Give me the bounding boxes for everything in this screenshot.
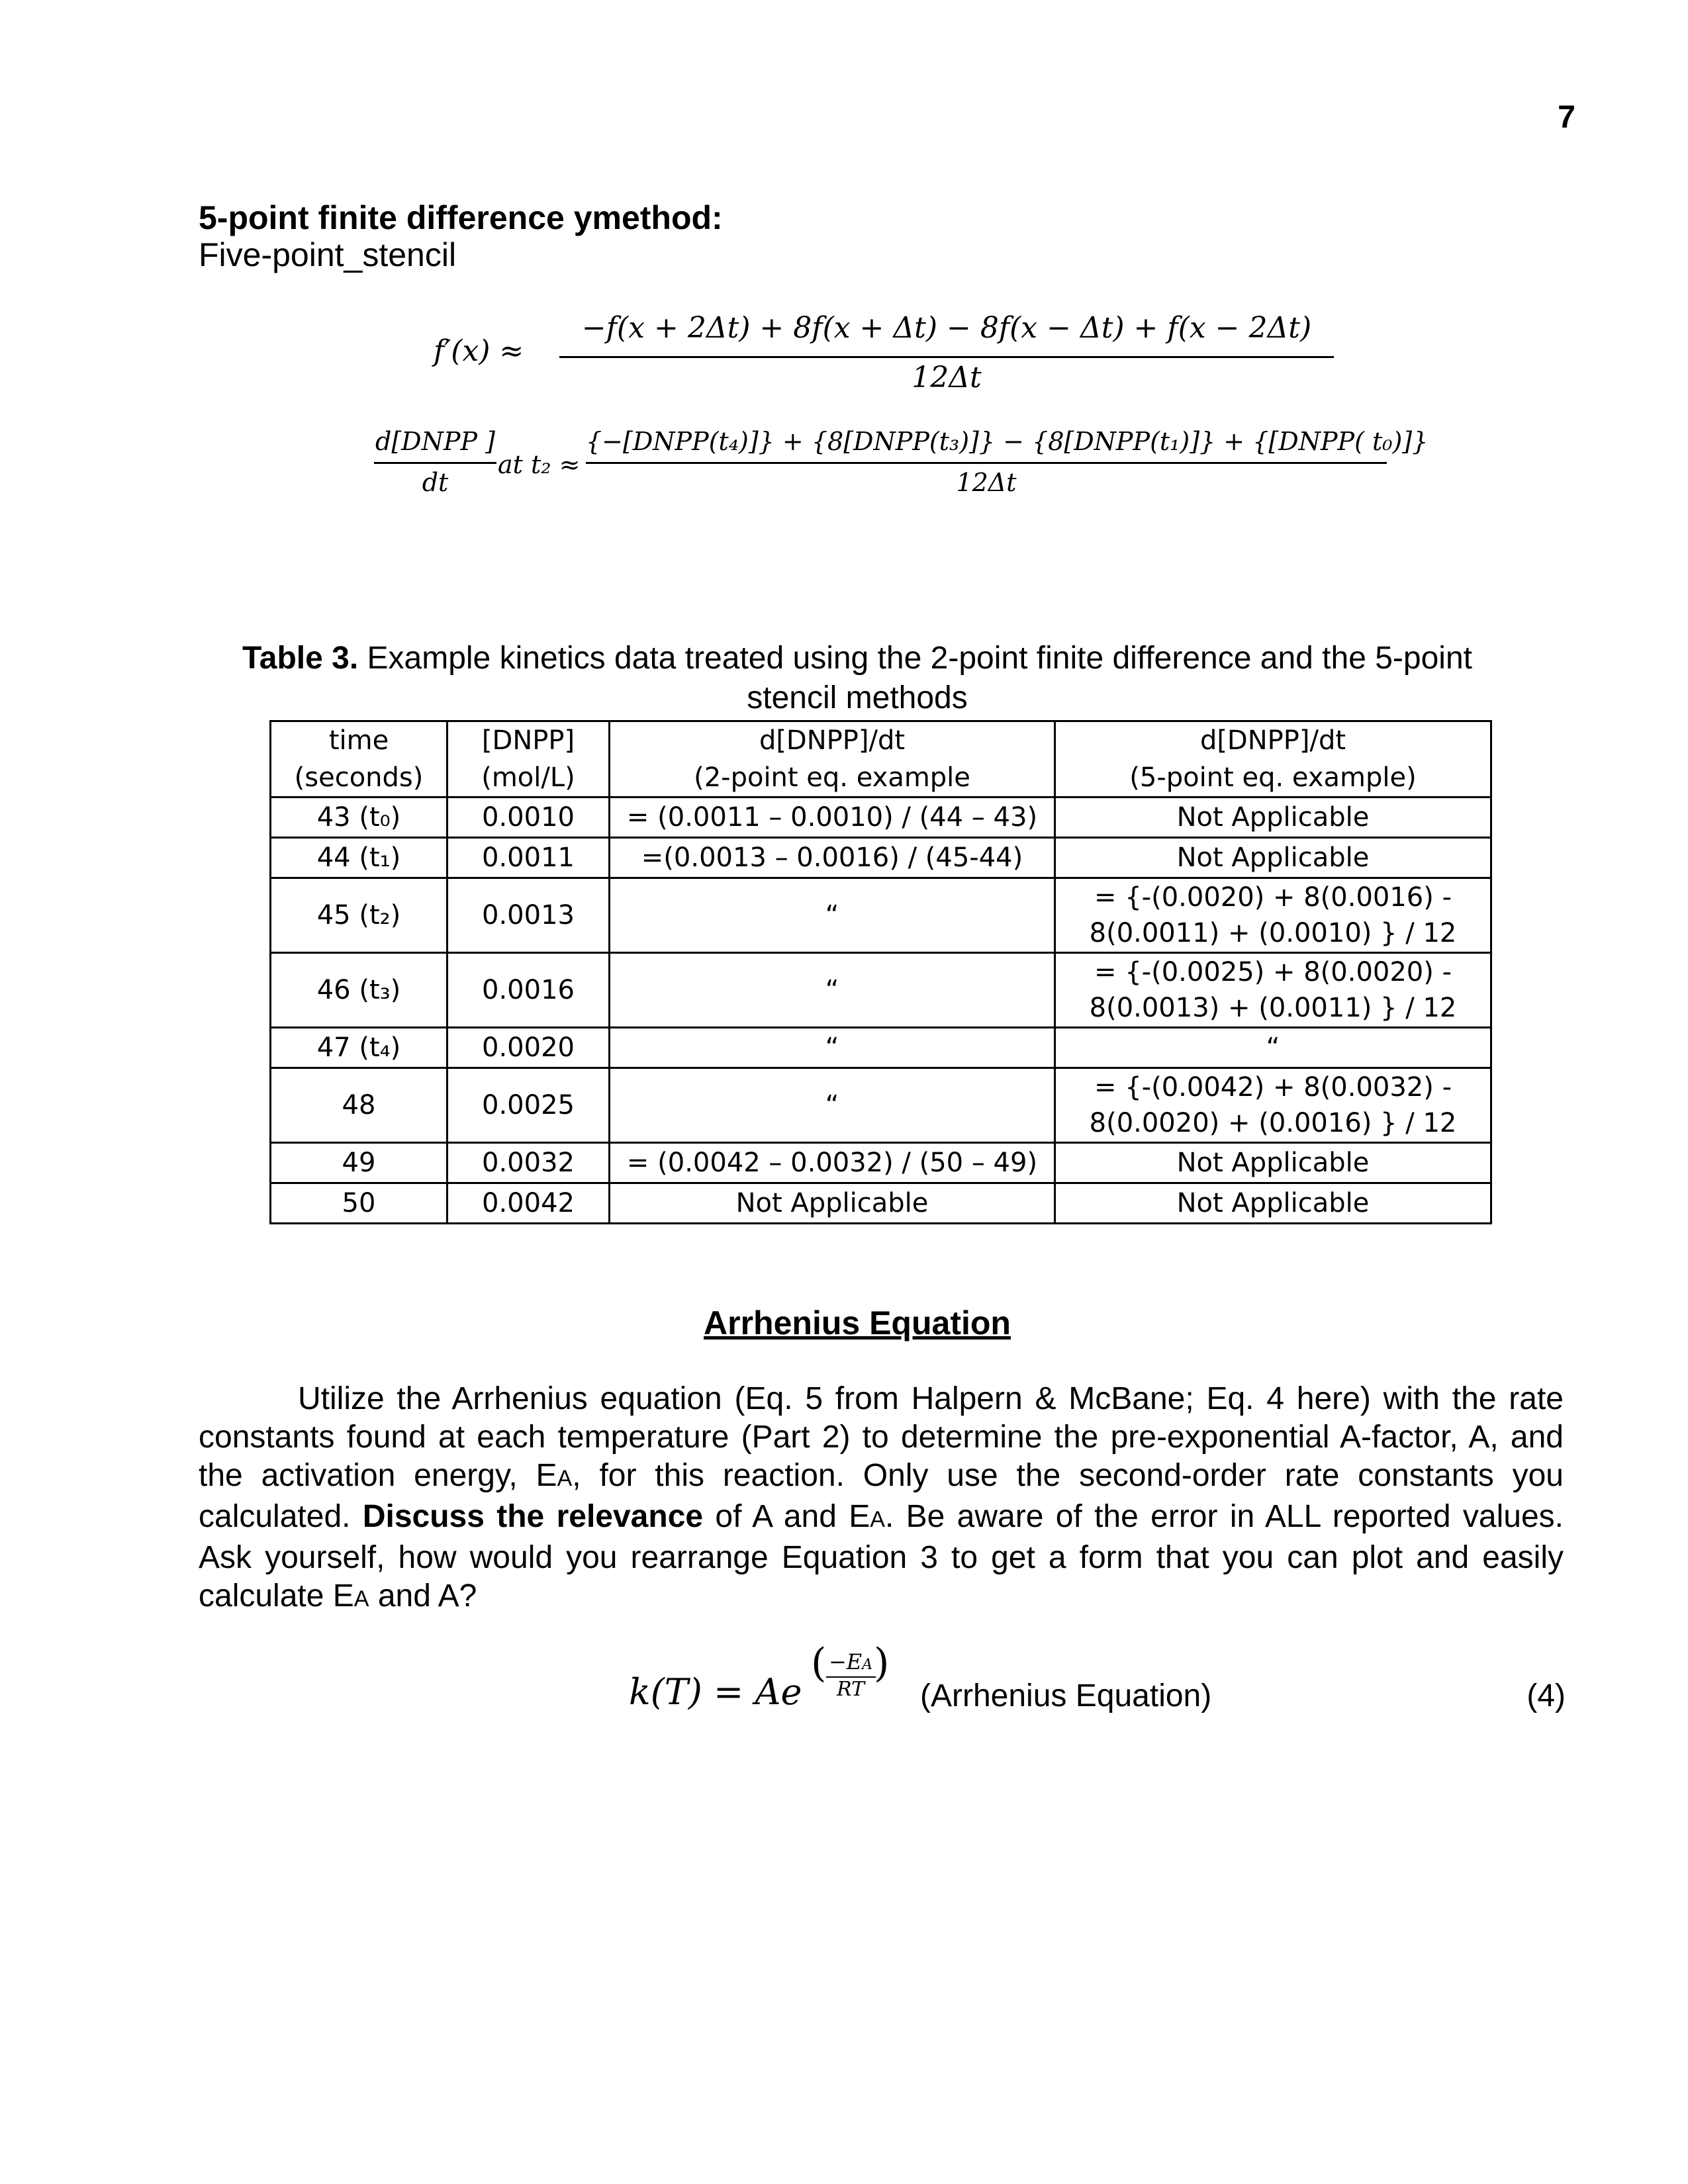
arrhenius-section-title: Arrhenius Equation: [704, 1304, 1011, 1342]
formula2-denominator: 12Δt: [956, 468, 1017, 497]
formula1-lhs: f′(x) ≈: [434, 334, 524, 368]
formula1-denominator: 12Δt: [912, 361, 982, 394]
cell-two-point: “: [610, 953, 1055, 1028]
section-heading: 5-point finite difference ymethod:: [199, 199, 723, 236]
table-row: [271, 1028, 1491, 1068]
arrhenius-paren-right: ): [874, 1640, 890, 1686]
table-caption: [199, 639, 1516, 718]
cell-five-point-line1: = {-(0.0042) + 8(0.0032) -: [1094, 1072, 1452, 1103]
table-row: [271, 1183, 1491, 1224]
table-row: [271, 838, 1491, 878]
para-part5: and A?: [369, 1578, 477, 1614]
cell-five-point: Not Applicable: [1055, 1183, 1491, 1224]
header-dnpp-unit: (mol/L): [447, 759, 610, 797]
table-row: [271, 797, 1491, 838]
cell-conc: 0.0025: [447, 1068, 610, 1143]
table-row: [271, 1143, 1491, 1183]
table-row: [271, 953, 1491, 1028]
arrhenius-exp-num-sub: A: [862, 1657, 873, 1673]
cell-time: 45 (t₂): [271, 878, 447, 953]
table-caption-label: Table 3.: [242, 641, 359, 676]
cell-conc: 0.0011: [447, 838, 610, 878]
para-sub3: A: [353, 1586, 369, 1612]
formula1-fraction-bar: [559, 356, 1334, 358]
cell-conc: 0.0020: [447, 1028, 610, 1068]
cell-time: 49: [271, 1143, 447, 1183]
arrhenius-exp-num-text: −E: [828, 1649, 863, 1674]
cell-time: 48: [271, 1068, 447, 1143]
para-part1: Utilize the Arrhenius equation (Eq. 5 from Halpern & McBane; Eq. 4 here) with the rate constants found at each temperature (Part 2) to determine the pre-exponential A-factor, A, and the activation energy, E: [199, 1381, 1564, 1493]
formula2-lhs-denominator: dt: [422, 468, 449, 497]
header-five-point: d[DNPP]/dt: [1055, 721, 1491, 760]
cell-five-point: Not Applicable: [1055, 838, 1491, 878]
header-five-point-note: (5-point eq. example): [1055, 759, 1491, 797]
header-two-point: d[DNPP]/dt: [610, 721, 1055, 760]
table-caption-text: Example kinetics data treated using the 2-point finite difference and the 5-point stencil methods: [358, 641, 1472, 715]
header-two-point-note: (2-point eq. example: [610, 759, 1055, 797]
cell-conc: 0.0032: [447, 1143, 610, 1183]
arrhenius-paragraph-text: [199, 1380, 1564, 1618]
cell-two-point: =(0.0013 – 0.0016) / (45-44): [610, 838, 1055, 878]
para-sub1: A: [557, 1466, 573, 1491]
para-part4: . Be aware of the error in ALL reported values. Ask yourself, how would you rearrange Equation 3 to get a form that you can plot and easily calculate E: [199, 1499, 1564, 1614]
cell-five-point: Not Applicable: [1055, 1143, 1491, 1183]
para-bold: Discuss the relevance: [362, 1499, 704, 1534]
cell-conc: 0.0010: [447, 797, 610, 838]
arrhenius-label: (Arrhenius Equation): [920, 1678, 1212, 1713]
cell-five-point: Not Applicable: [1055, 797, 1491, 838]
formula1-numerator: −f(x + 2Δt) + 8f(x + Δt) − 8f(x − Δt) + f(x − 2Δt): [581, 311, 1312, 345]
equation-number: (4): [1526, 1678, 1566, 1713]
cell-conc: 0.0016: [447, 953, 610, 1028]
cell-five-point-line1: = {-(0.0020) + 8(0.0016) -: [1094, 882, 1452, 913]
kinetics-table: [269, 720, 1492, 1224]
arrhenius-lhs: k(T) = Ae: [629, 1671, 802, 1713]
table-header-units-row: [271, 759, 1491, 797]
header-time-unit: (seconds): [271, 759, 447, 797]
arrhenius-exp-num: [821, 1649, 880, 1674]
para-part3: of A and E: [703, 1499, 870, 1534]
arrhenius-exp-den: RT: [836, 1678, 865, 1701]
cell-five-point-line2: 8(0.0011) + (0.0010) } / 12: [1089, 918, 1457, 948]
table-row: [271, 878, 1491, 953]
cell-conc: 0.0042: [447, 1183, 610, 1224]
page-number: 7: [1558, 100, 1575, 135]
arrhenius-paragraph: [199, 1380, 1564, 1618]
cell-five-point-line2: 8(0.0013) + (0.0011) } / 12: [1089, 993, 1457, 1023]
cell-time: 50: [271, 1183, 447, 1224]
header-time: time: [271, 721, 447, 760]
cell-five-point: “: [1055, 1028, 1491, 1068]
cell-time: 46 (t₃): [271, 953, 447, 1028]
table-row: [271, 1068, 1491, 1143]
cell-time: 47 (t₄): [271, 1028, 447, 1068]
cell-two-point: = (0.0011 – 0.0010) / (44 – 43): [610, 797, 1055, 838]
formula2-lhs-numerator: d[DNPP ]: [375, 427, 495, 456]
cell-two-point: “: [610, 878, 1055, 953]
cell-five-point-line1: = {-(0.0025) + 8(0.0020) -: [1094, 957, 1452, 987]
para-sub2: A: [870, 1507, 885, 1532]
formula2-lhs-bar: [374, 462, 496, 464]
header-dnpp: [DNPP]: [447, 721, 610, 760]
cell-time: 44 (t₁): [271, 838, 447, 878]
section-subheading: Five-point_stencil: [199, 236, 457, 273]
para-part2: , for this reaction. Only use the second-order rate constants you calculated.: [199, 1458, 1564, 1534]
cell-five-point-line2: 8(0.0020) + (0.0016) } / 12: [1089, 1108, 1457, 1138]
cell-two-point: “: [610, 1068, 1055, 1143]
cell-two-point: “: [610, 1028, 1055, 1068]
cell-two-point: = (0.0042 – 0.0032) / (50 – 49): [610, 1143, 1055, 1183]
cell-two-point: Not Applicable: [610, 1183, 1055, 1224]
arrhenius-paren-left: (: [811, 1640, 827, 1686]
table-header-row: [271, 721, 1491, 760]
cell-five-point: [1055, 1068, 1491, 1143]
formula2-numerator: {−[DNPP(t₄)]} + {8[DNPP(t₃)]} − {8[DNPP(t₁)]} + {[DNPP( t₀)]}: [586, 427, 1429, 456]
cell-conc: 0.0013: [447, 878, 610, 953]
cell-five-point: [1055, 953, 1491, 1028]
formula2-fraction-bar: [586, 462, 1387, 464]
cell-time: 43 (t₀): [271, 797, 447, 838]
cell-five-point: [1055, 878, 1491, 953]
formula2-at: at t₂ ≈: [498, 450, 581, 479]
